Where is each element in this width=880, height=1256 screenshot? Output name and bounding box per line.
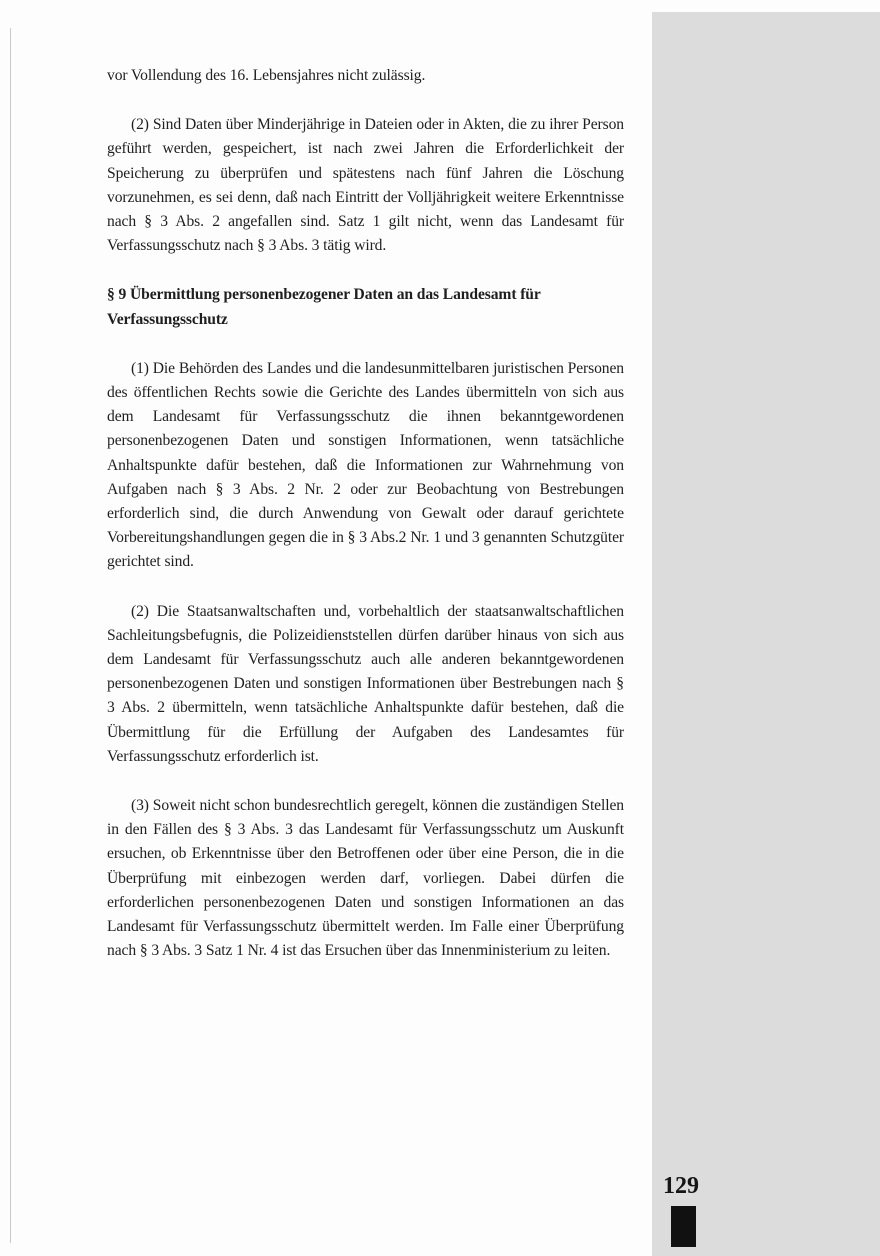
page-number: 129 bbox=[663, 1173, 699, 1199]
section-heading-9: § 9 Übermittlung personenbezogener Daten an das Landesamt für Verfassungsschutz bbox=[107, 286, 541, 328]
paragraph-9-3: (3) Soweit nicht schon bundesrechtlich geregelt, können die zuständigen Stellen in den Fällen des § 3 Abs. 3 das Landesamt für Verfassungsschutz um Auskunft ersuchen, ob Erkenntnisse über den Betroffenen oder über eine Person, die in die Überprüfung mit einbezogen werden darf, vorliegen. Dabei dürfen die erforderlichen personenbezogenen Daten und sonstigen Informationen an das Landesamt für Verfassungsschutz übermittelt werden. Im Falle einer Überprüfung nach § 3 Abs. 3 Satz 1 Nr. 4 ist das Ersuchen über das Innenministerium zu leiten. bbox=[107, 797, 624, 960]
margin-band bbox=[652, 12, 880, 1256]
paragraph-9-1: (1) Die Behörden des Landes und die landesunmittelbaren juristischen Personen des öffentlichen Rechts sowie die Gerichte des Landes übermitteln von sich aus dem Landesamt für Verfassungsschutz die ihnen bekanntgewordenen personenbezogenen Daten und sonstigen Informationen, wenn tatsächliche Anhaltspunkte dafür bestehen, daß die Informationen zur Wahrnehmung von Aufgaben nach § 3 Abs. 2 Nr. 2 oder zur Beobachtung von Bestrebungen erforderlich sind, die durch Anwendung von Gewalt oder darauf gerichtete Vorbereitungshandlungen gegen die in § 3 Abs.2 Nr. 1 und 3 genannten Schutzgüter gerichtet sind. bbox=[107, 359, 624, 571]
left-margin-rule bbox=[10, 28, 11, 1243]
thumb-index-tab bbox=[671, 1206, 696, 1247]
paragraph-9-2: (2) Die Staatsanwaltschaften und, vorbehaltlich der staatsanwaltschaftlichen Sachleitungsbefugnis, die Polizeidienststellen dürfen darüber hinaus von sich aus dem Landesamt für Verfassungsschutz auch alle anderen bekanntgewordenen personenbezogenen Daten und sonstigen Informationen über Bestrebungen nach § 3 Abs. 2 übermitteln, wenn tatsächliche Anhaltspunkte dafür bestehen, daß die Übermittlung für die Erfüllung der Aufgaben des Landesamtes für Verfassungsschutz erforderlich ist. bbox=[107, 602, 624, 765]
paragraph-8-2: (2) Sind Daten über Minderjährige in Dateien oder in Akten, die zu ihrer Person geführt werden, gespeichert, ist nach zwei Jahren die Erforderlichkeit der Speicherung zu überprüfen und spätestens nach fünf Jahren die Löschung vorzunehmen, es sei denn, daß nach Eintritt der Volljährigkeit weitere Erkenntnisse nach § 3 Abs. 2 angefallen sind. Satz 1 gilt nicht, wenn das Landesamt für Verfassungsschutz nach § 3 Abs. 3 tätig wird. bbox=[107, 116, 624, 255]
page-body bbox=[107, 64, 624, 964]
intro-line: vor Vollendung des 16. Lebensjahres nicht zulässig. bbox=[107, 67, 426, 84]
